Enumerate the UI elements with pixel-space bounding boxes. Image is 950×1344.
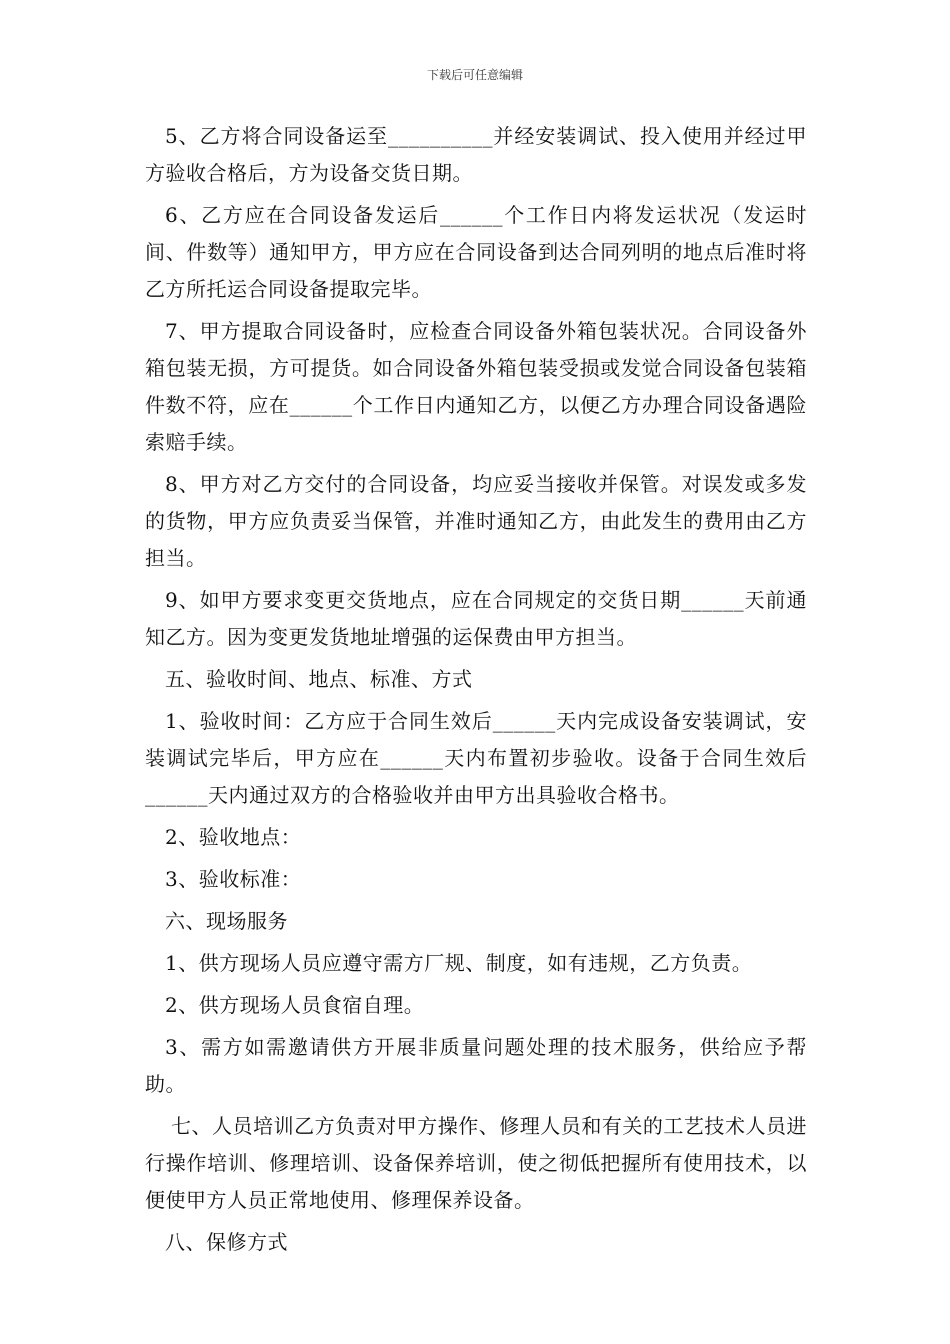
- section-7-training: 七、人员培训乙方负责对甲方操作、修理人员和有关的工艺技术人员进行操作培训、修理培训、设备保养培训，使之彻低把握所有使用技术，以便使甲方人员正常地使用、修理保养设备。: [145, 1114, 807, 1212]
- section-heading-5: 五、验收时间、地点、标准、方式: [165, 667, 473, 691]
- acceptance-time: 1、验收时间：乙方应于合同生效后______天内完成设备安装调试，安装调试完毕后，甲方应在______天内布置初步验收。设备于合同生效后______天内通过双方的合格验收并由甲方出具验收合格书。: [145, 709, 807, 807]
- onsite-service-2: 2、供方现场人员食宿自理。: [165, 993, 425, 1017]
- onsite-service-1: 1、供方现场人员应遵守需方厂规、制度，如有违规，乙方负责。: [165, 951, 753, 975]
- document-body: [145, 118, 807, 1266]
- clause-5: 5、乙方将合同设备运至__________并经安装调试、投入使用并经过甲方验收合格后，方为设备交货日期。: [145, 124, 807, 185]
- page-header-note: 下载后可任意编辑: [426, 68, 523, 82]
- acceptance-standard: 3、验收标准：: [165, 867, 302, 891]
- section-heading-6: 六、现场服务: [165, 909, 288, 933]
- onsite-service-3: 3、需方如需邀请供方开展非质量问题处理的技术服务，供给应予帮助。: [145, 1035, 807, 1096]
- clause-8: 8、甲方对乙方交付的合同设备，均应妥当接收并保管。对误发或多发的货物，甲方应负责妥当保管，并准时通知乙方，由此发生的费用由乙方担当。: [145, 472, 807, 570]
- clause-9: 9、如甲方要求变更交货地点，应在合同规定的交货日期______天前通知乙方。因为变更发货地址增强的运保费由甲方担当。: [145, 588, 807, 649]
- acceptance-location: 2、验收地点：: [165, 825, 302, 849]
- section-heading-8: 八、保修方式: [165, 1230, 288, 1254]
- clause-7: 7、甲方提取合同设备时，应检查合同设备外箱包装状况。合同设备外箱包装无损，方可提货。如合同设备外箱包装受损或发觉合同设备包装箱件数不符，应在______个工作日内通知乙方，以便乙方办理合同设备遇险索赔手续。: [145, 319, 807, 454]
- clause-6: 6、乙方应在合同设备发运后______个工作日内将发运状况（发运时间、件数等）通知甲方，甲方应在合同设备到达合同列明的地点后准时将乙方所托运合同设备提取完毕。: [145, 203, 807, 301]
